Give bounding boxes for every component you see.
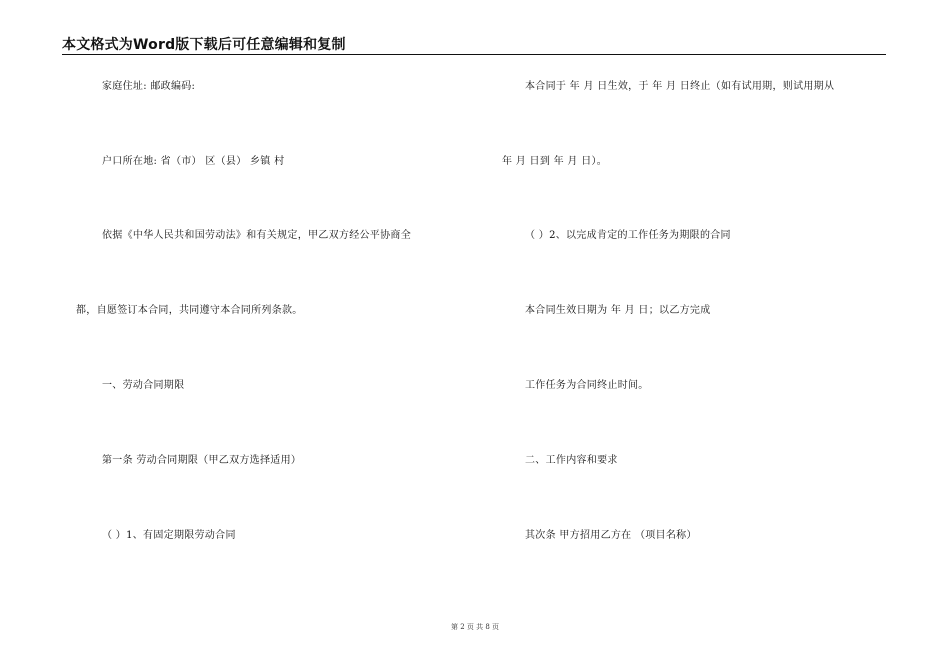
header-title: 本文格式为Word版下载后可任意编辑和复制 xyxy=(62,37,346,53)
right-line-probation: 年 月 日到 年 月 日）。 xyxy=(502,156,608,167)
left-line-article-one: 第一条 劳动合同期限（甲乙双方选择适用） xyxy=(102,455,302,466)
left-line-hukou: 户口所在地: 省（市） 区（县） 乡镇 村 xyxy=(102,156,285,167)
left-line-address: 家庭住址: 邮政编码: xyxy=(102,81,196,92)
right-line-termination: 工作任务为合同终止时间。 xyxy=(525,380,649,391)
document-header xyxy=(62,32,886,55)
right-line-article-two: 其次条 甲方招用乙方在 （项目名称） xyxy=(525,530,697,541)
left-line-fixed-term: （ ）1、有固定期限劳动合同 xyxy=(102,530,236,541)
right-line-effective: 本合同于 年 月 日生效，于 年 月 日终止（如有试用期，则试用期从 xyxy=(525,81,835,92)
right-line-task-term: （ ）2、以完成肯定的工作任务为期限的合同 xyxy=(525,230,731,241)
left-line-agreement: 都，自愿签订本合同，共同遵守本合同所列条款。 xyxy=(76,305,303,316)
page-number: 第 2 页 共 8 页 xyxy=(450,623,500,631)
left-line-basis: 依据《中华人民共和国劳动法》和有关规定，甲乙双方经公平协商全 xyxy=(102,230,411,241)
right-line-section-two: 二、工作内容和要求 xyxy=(525,455,618,466)
right-line-effective-date: 本合同生效日期为 年 月 日；以乙方完成 xyxy=(525,305,711,316)
left-line-section-one: 一、劳动合同期限 xyxy=(102,380,185,391)
